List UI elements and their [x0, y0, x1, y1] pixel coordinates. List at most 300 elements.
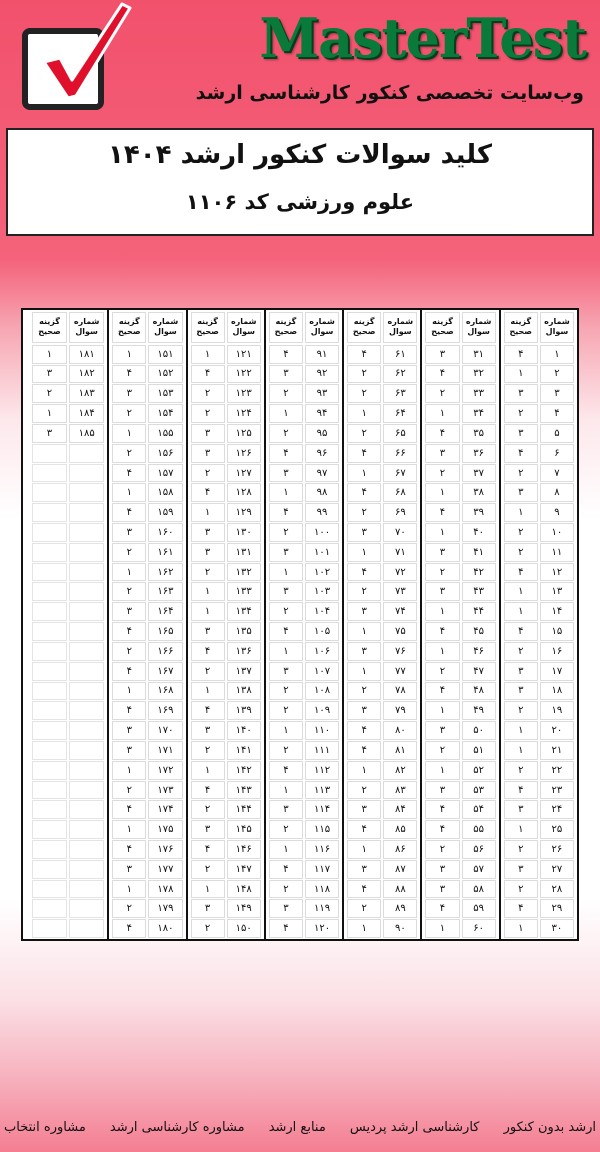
question-number: ۱۲۸: [227, 483, 261, 502]
question-number: ۱۳: [540, 582, 574, 601]
table-row: [111, 840, 183, 860]
header-correct-option: گزینه صحیح: [504, 312, 538, 343]
correct-answer: ۱: [425, 483, 459, 502]
question-number: ۵۸: [462, 880, 496, 899]
table-row: [111, 860, 183, 880]
question-number: ۳۲: [462, 365, 496, 384]
correct-answer: ۱: [269, 483, 303, 502]
correct-answer: ۲: [191, 741, 225, 760]
correct-answer: ۲: [112, 582, 146, 601]
correct-answer: ۱: [269, 404, 303, 423]
question-number: ۱۵۷: [148, 464, 182, 483]
table-row: [190, 642, 262, 662]
correct-answer: ۴: [425, 424, 459, 443]
correct-answer: ۲: [347, 899, 381, 918]
question-number: ۲۰: [540, 721, 574, 740]
question-number: [69, 899, 104, 918]
table-row: [503, 840, 575, 860]
question-number: ۱۳۲: [227, 563, 261, 582]
question-number: ۱۰۹: [305, 701, 339, 720]
correct-answer: ۴: [112, 622, 146, 641]
correct-answer: ۳: [504, 483, 538, 502]
question-number: ۳۱: [462, 345, 496, 364]
correct-answer: ۳: [269, 464, 303, 483]
correct-answer: ۴: [269, 919, 303, 938]
correct-answer: [32, 503, 67, 522]
table-row: [190, 761, 262, 781]
correct-answer: ۱: [269, 840, 303, 859]
correct-answer: ۲: [269, 880, 303, 899]
table-row: [346, 721, 418, 741]
table-row: [31, 464, 105, 484]
correct-answer: ۱: [425, 404, 459, 423]
question-number: [69, 860, 104, 879]
header-correct-option: گزینه صحیح: [32, 312, 67, 343]
question-number: [69, 602, 104, 621]
question-number: ۱۴۷: [227, 860, 261, 879]
question-number: ۱۴۶: [227, 840, 261, 859]
correct-answer: ۴: [504, 781, 538, 800]
question-number: ۳: [540, 384, 574, 403]
question-number: [69, 820, 104, 839]
correct-answer: [32, 622, 67, 641]
table-row: [111, 602, 183, 622]
question-number: [69, 781, 104, 800]
question-number: ۱۴۴: [227, 800, 261, 819]
table-row: [424, 741, 496, 761]
correct-answer: ۳: [112, 721, 146, 740]
table-row: [503, 602, 575, 622]
question-number: ۸۷: [383, 860, 417, 879]
correct-answer: ۳: [269, 899, 303, 918]
correct-answer: ۳: [191, 424, 225, 443]
table-row: [424, 721, 496, 741]
table-row: [111, 682, 183, 702]
question-number: ۲۵: [540, 820, 574, 839]
correct-answer: ۲: [269, 523, 303, 542]
question-number: [69, 543, 104, 562]
question-number: ۳۰: [540, 919, 574, 938]
table-block: [186, 310, 264, 939]
correct-answer: ۲: [504, 701, 538, 720]
table-row: [268, 899, 340, 919]
table-header-row: [31, 312, 105, 344]
table-row: [190, 543, 262, 563]
correct-answer: ۳: [112, 741, 146, 760]
question-number: ۷۴: [383, 602, 417, 621]
question-number: ۱۷۶: [148, 840, 182, 859]
question-number: ۴۱: [462, 543, 496, 562]
table-row: [111, 741, 183, 761]
question-number: ۱۱۸: [305, 880, 339, 899]
table-row: [31, 919, 105, 939]
correct-answer: ۲: [504, 642, 538, 661]
correct-answer: ۴: [112, 919, 146, 938]
table-row: [111, 424, 183, 444]
correct-answer: ۲: [191, 860, 225, 879]
correct-answer: ۳: [504, 384, 538, 403]
correct-answer: [32, 781, 67, 800]
page-title: کلید سوالات کنکور ارشد ۱۴۰۴: [108, 140, 492, 170]
question-number: ۳۳: [462, 384, 496, 403]
question-number: ۸۰: [383, 721, 417, 740]
question-number: ۱۳۹: [227, 701, 261, 720]
table-row: [424, 880, 496, 900]
correct-answer: ۱: [112, 820, 146, 839]
table-row: [424, 622, 496, 642]
question-number: ۱۷۰: [148, 721, 182, 740]
table-row: [31, 543, 105, 563]
correct-answer: ۲: [425, 384, 459, 403]
question-number: ۹۲: [305, 365, 339, 384]
question-number: [69, 642, 104, 661]
question-number: ۹۴: [305, 404, 339, 423]
table-row: [31, 800, 105, 820]
question-number: ۱۶: [540, 642, 574, 661]
correct-answer: [32, 880, 67, 899]
question-number: ۸۶: [383, 840, 417, 859]
question-number: ۱۷۸: [148, 880, 182, 899]
header-question-number: شماره سوال: [540, 312, 574, 343]
table-row: [31, 899, 105, 919]
table-row: [503, 662, 575, 682]
table-row: [268, 721, 340, 741]
table-row: [190, 563, 262, 583]
question-number: ۱۲۷: [227, 464, 261, 483]
question-number: ۱۶۳: [148, 582, 182, 601]
question-number: ۴۸: [462, 682, 496, 701]
question-number: ۱۵۸: [148, 483, 182, 502]
question-number: ۱۸۰: [148, 919, 182, 938]
correct-answer: ۴: [191, 781, 225, 800]
correct-answer: ۲: [425, 464, 459, 483]
correct-answer: ۴: [269, 860, 303, 879]
table-row: [346, 384, 418, 404]
question-number: ۱۷۷: [148, 860, 182, 879]
table-row: [111, 483, 183, 503]
correct-answer: ۱: [269, 642, 303, 661]
correct-answer: ۴: [112, 701, 146, 720]
correct-answer: ۲: [191, 800, 225, 819]
question-number: ۳۷: [462, 464, 496, 483]
correct-answer: ۴: [191, 642, 225, 661]
correct-answer: ۱: [425, 602, 459, 621]
question-number: ۷۵: [383, 622, 417, 641]
table-row: [424, 602, 496, 622]
table-row: [190, 503, 262, 523]
table-row: [424, 483, 496, 503]
question-number: [69, 919, 104, 938]
table-row: [268, 464, 340, 484]
table-row: [424, 701, 496, 721]
table-row: [346, 840, 418, 860]
correct-answer: ۲: [504, 761, 538, 780]
table-row: [31, 701, 105, 721]
question-number: ۱۰۲: [305, 563, 339, 582]
question-number: ۳۹: [462, 503, 496, 522]
table-row: [268, 761, 340, 781]
correct-answer: ۴: [112, 800, 146, 819]
question-number: ۹۰: [383, 919, 417, 938]
correct-answer: ۲: [504, 880, 538, 899]
table-row: [111, 761, 183, 781]
correct-answer: ۱: [347, 840, 381, 859]
correct-answer: ۴: [504, 345, 538, 364]
table-row: [268, 840, 340, 860]
table-row: [190, 483, 262, 503]
question-number: ۸۴: [383, 800, 417, 819]
question-number: ۱۴۰: [227, 721, 261, 740]
table-row: [31, 860, 105, 880]
table-row: [424, 384, 496, 404]
table-row: [424, 662, 496, 682]
correct-answer: [32, 682, 67, 701]
question-number: [69, 483, 104, 502]
table-row: [424, 860, 496, 880]
question-number: ۱۷۱: [148, 741, 182, 760]
brand-name[interactable]: MasterTest: [259, 6, 586, 70]
question-number: ۱۴: [540, 602, 574, 621]
question-number: [69, 701, 104, 720]
correct-answer: ۱: [504, 741, 538, 760]
question-number: ۴۴: [462, 602, 496, 621]
correct-answer: [32, 523, 67, 542]
table-row: [190, 701, 262, 721]
table-row: [31, 345, 105, 365]
table-row: [268, 860, 340, 880]
question-number: ۱۰۷: [305, 662, 339, 681]
table-row: [424, 840, 496, 860]
correct-answer: ۴: [504, 622, 538, 641]
table-block: [342, 310, 420, 939]
correct-answer: ۴: [347, 483, 381, 502]
table-row: [268, 404, 340, 424]
correct-answer: ۱: [425, 919, 459, 938]
table-row: [424, 404, 496, 424]
question-number: ۲۹: [540, 899, 574, 918]
table-row: [190, 860, 262, 880]
table-row: [268, 602, 340, 622]
footer-link[interactable]: کارشناسی ارشد پردیس: [349, 1119, 480, 1135]
table-row: [190, 741, 262, 761]
question-number: ۱۵۵: [148, 424, 182, 443]
table-row: [31, 781, 105, 801]
correct-answer: [32, 582, 67, 601]
table-row: [424, 682, 496, 702]
table-row: [346, 682, 418, 702]
correct-answer: ۴: [112, 464, 146, 483]
correct-answer: ۲: [112, 899, 146, 918]
question-number: ۷۶: [383, 642, 417, 661]
table-row: [31, 582, 105, 602]
table-row: [346, 365, 418, 385]
table-row: [424, 464, 496, 484]
table-row: [346, 880, 418, 900]
footer-link[interactable]: مشاوره کارشناسی ارشد: [109, 1119, 245, 1135]
table-row: [268, 365, 340, 385]
table-row: [31, 483, 105, 503]
question-number: ۶۹: [383, 503, 417, 522]
question-number: ۱۴۳: [227, 781, 261, 800]
question-number: ۲۷: [540, 860, 574, 879]
brand-tagline: وب‌سایت تخصصی کنکور کارشناسی ارشد: [195, 82, 584, 104]
correct-answer: ۱: [425, 761, 459, 780]
question-number: ۲۱: [540, 741, 574, 760]
question-number: ۱۶۶: [148, 642, 182, 661]
question-number: ۷۱: [383, 543, 417, 562]
table-row: [190, 404, 262, 424]
table-row: [503, 622, 575, 642]
question-number: ۱۰۵: [305, 622, 339, 641]
table-row: [190, 365, 262, 385]
question-number: ۶۸: [383, 483, 417, 502]
correct-answer: ۴: [191, 483, 225, 502]
table-row: [111, 444, 183, 464]
question-number: ۱۵۶: [148, 444, 182, 463]
correct-answer: ۱: [112, 682, 146, 701]
table-row: [424, 563, 496, 583]
question-number: ۹۱: [305, 345, 339, 364]
question-number: ۷: [540, 464, 574, 483]
correct-answer: ۱: [191, 761, 225, 780]
table-row: [268, 800, 340, 820]
correct-answer: ۴: [504, 563, 538, 582]
question-number: ۸۲: [383, 761, 417, 780]
question-number: ۱۷: [540, 662, 574, 681]
footer-link[interactable]: مشاوره انتخاب: [4, 1119, 86, 1135]
question-number: ۹۸: [305, 483, 339, 502]
table-row: [31, 721, 105, 741]
question-number: ۱۶۷: [148, 662, 182, 681]
correct-answer: ۱: [347, 662, 381, 681]
correct-answer: ۳: [425, 880, 459, 899]
table-row: [346, 919, 418, 939]
question-number: ۱۴۵: [227, 820, 261, 839]
correct-answer: ۲: [191, 404, 225, 423]
question-number: ۵۱: [462, 741, 496, 760]
correct-answer: ۲: [191, 464, 225, 483]
table-row: [111, 820, 183, 840]
table-row: [346, 701, 418, 721]
question-number: [69, 563, 104, 582]
table-row: [111, 622, 183, 642]
question-number: ۲۶: [540, 840, 574, 859]
correct-answer: ۴: [269, 503, 303, 522]
table-row: [190, 424, 262, 444]
table-row: [503, 424, 575, 444]
correct-answer: ۴: [191, 840, 225, 859]
table-row: [111, 384, 183, 404]
correct-answer: ۴: [269, 444, 303, 463]
table-row: [190, 582, 262, 602]
table-row: [346, 602, 418, 622]
question-number: ۱۴۱: [227, 741, 261, 760]
correct-answer: ۱: [112, 563, 146, 582]
question-number: ۵۴: [462, 800, 496, 819]
table-row: [268, 880, 340, 900]
question-number: ۲۳: [540, 781, 574, 800]
question-number: [69, 761, 104, 780]
correct-answer: ۳: [112, 384, 146, 403]
question-number: ۱۲۳: [227, 384, 261, 403]
question-number: ۶۶: [383, 444, 417, 463]
table-row: [190, 682, 262, 702]
table-row: [424, 523, 496, 543]
correct-answer: ۱: [112, 761, 146, 780]
table-row: [111, 404, 183, 424]
table-row: [346, 523, 418, 543]
question-number: ۹۵: [305, 424, 339, 443]
question-number: ۶۰: [462, 919, 496, 938]
question-number: ۱۶۱: [148, 543, 182, 562]
correct-answer: [32, 444, 67, 463]
question-number: ۱۷۹: [148, 899, 182, 918]
question-number: ۱۳۰: [227, 523, 261, 542]
header-correct-option: گزینه صحیح: [112, 312, 146, 343]
table-row: [268, 662, 340, 682]
question-number: ۱۱۲: [305, 761, 339, 780]
table-row: [190, 622, 262, 642]
table-row: [503, 563, 575, 583]
question-number: ۵۶: [462, 840, 496, 859]
correct-answer: ۲: [347, 682, 381, 701]
table-row: [111, 701, 183, 721]
table-row: [346, 404, 418, 424]
table-row: [503, 919, 575, 939]
table-row: [503, 820, 575, 840]
header-correct-option: گزینه صحیح: [191, 312, 225, 343]
correct-answer: ۴: [347, 563, 381, 582]
correct-answer: ۲: [425, 662, 459, 681]
question-number: ۱۳۷: [227, 662, 261, 681]
question-number: [69, 721, 104, 740]
table-row: [503, 444, 575, 464]
footer-link[interactable]: ارشد بدون کنکور: [503, 1119, 596, 1135]
table-row: [111, 503, 183, 523]
table-row: [31, 602, 105, 622]
question-number: ۷۲: [383, 563, 417, 582]
correct-answer: ۳: [191, 899, 225, 918]
table-row: [268, 919, 340, 939]
table-row: [190, 800, 262, 820]
table-row: [346, 563, 418, 583]
correct-answer: ۲: [269, 424, 303, 443]
correct-answer: ۱: [269, 721, 303, 740]
footer-link[interactable]: منابع ارشد: [268, 1119, 326, 1135]
correct-answer: ۱: [425, 642, 459, 661]
question-number: ۱۶۰: [148, 523, 182, 542]
question-number: ۱۰۶: [305, 642, 339, 661]
table-row: [346, 642, 418, 662]
question-number: ۱۱۶: [305, 840, 339, 859]
checkmark-icon: [26, 0, 136, 110]
question-number: ۱۳۴: [227, 602, 261, 621]
table-header-row: [346, 312, 418, 344]
correct-answer: ۱: [504, 582, 538, 601]
table-row: [503, 860, 575, 880]
question-number: ۱۰۳: [305, 582, 339, 601]
answer-key-table: [21, 308, 579, 941]
question-number: ۱۵۹: [148, 503, 182, 522]
question-number: ۱۱۰: [305, 721, 339, 740]
table-header-row: [503, 312, 575, 344]
correct-answer: ۱: [425, 701, 459, 720]
question-number: ۱۷۴: [148, 800, 182, 819]
table-row: [346, 761, 418, 781]
correct-answer: ۲: [347, 781, 381, 800]
correct-answer: ۳: [269, 365, 303, 384]
table-row: [31, 820, 105, 840]
